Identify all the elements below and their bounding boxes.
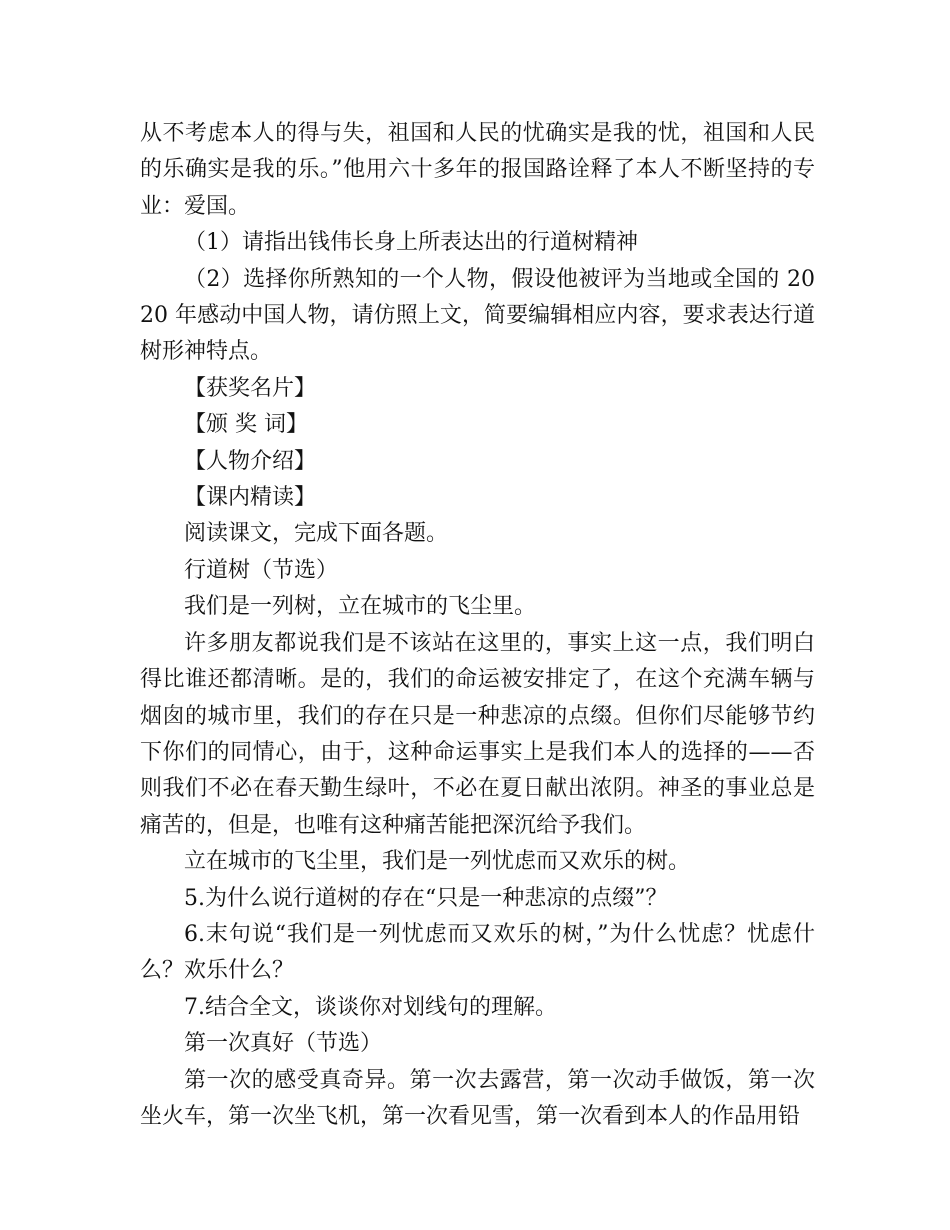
question-7: 7.结合全文，谈谈你对划线句的理解。 <box>184 994 557 1020</box>
document-body <box>140 116 815 1135</box>
paragraph: 我们是一列树，立在城市的飞尘里。 <box>184 594 537 620</box>
instruction: 阅读课文，完成下面各题。 <box>184 521 449 547</box>
award-speech-heading: 【颁 奖 词】 <box>184 412 308 438</box>
question-1: （1）请指出钱伟长身上所表达出的行道树精神 <box>184 230 638 256</box>
paragraph: 许多朋友都说我们是不该站在这里的，事实上这一点，我们明白得比谁还都清晰。是的，我们的命运被安排定了，在这个充满车辆与烟囱的城市里，我们的存在只是一种悲凉的点缀。但你们尽能够节约下你们的同情心，由于，这种命运事实上是我们本人的选择的——否则我们不必在春天勤生绿叶，不必在夏日献出浓阴。神圣的事业总是痛苦的，但是，也唯有这种痛苦能把深沉给予我们。 <box>140 630 815 838</box>
passage-title: 行道树（节选） <box>184 557 339 583</box>
award-card-heading: 【获奖名片】 <box>184 375 317 401</box>
paragraph: 第一次的感受真奇异。第一次去露营，第一次动手做饭，第一次坐火车，第一次坐飞机，第一次看见雪，第一次看到本人的作品用铅 <box>140 1067 815 1129</box>
question-6: 6.末句说“我们是一列忧虑而又欢乐的树，”为什么忧虑？忧虑什么？欢乐什么？ <box>140 921 815 984</box>
passage-title: 第一次真好（节选） <box>184 1031 383 1057</box>
paragraph: 从不考虑本人的得与失，祖国和人民的忧确实是我的忧，祖国和人民的乐确实是我的乐。”他用六十多年的报国路诠释了本人不断坚持的专业：爱国。 <box>140 121 815 219</box>
person-intro-heading: 【人物介绍】 <box>184 448 317 474</box>
close-reading-heading: 【课内精读】 <box>184 485 317 511</box>
paragraph: 立在城市的飞尘里，我们是一列忧虑而又欢乐的树。 <box>184 849 691 875</box>
question-2: （2）选择你所熟知的一个人物，假设他被评为当地或全国的 2020 年感动中国人物，请仿照上文，简要编辑相应内容，要求表达行道树形神特点。 <box>140 266 815 365</box>
question-5: 5.为什么说行道树的存在“只是一种悲凉的点缀”？ <box>184 885 668 911</box>
